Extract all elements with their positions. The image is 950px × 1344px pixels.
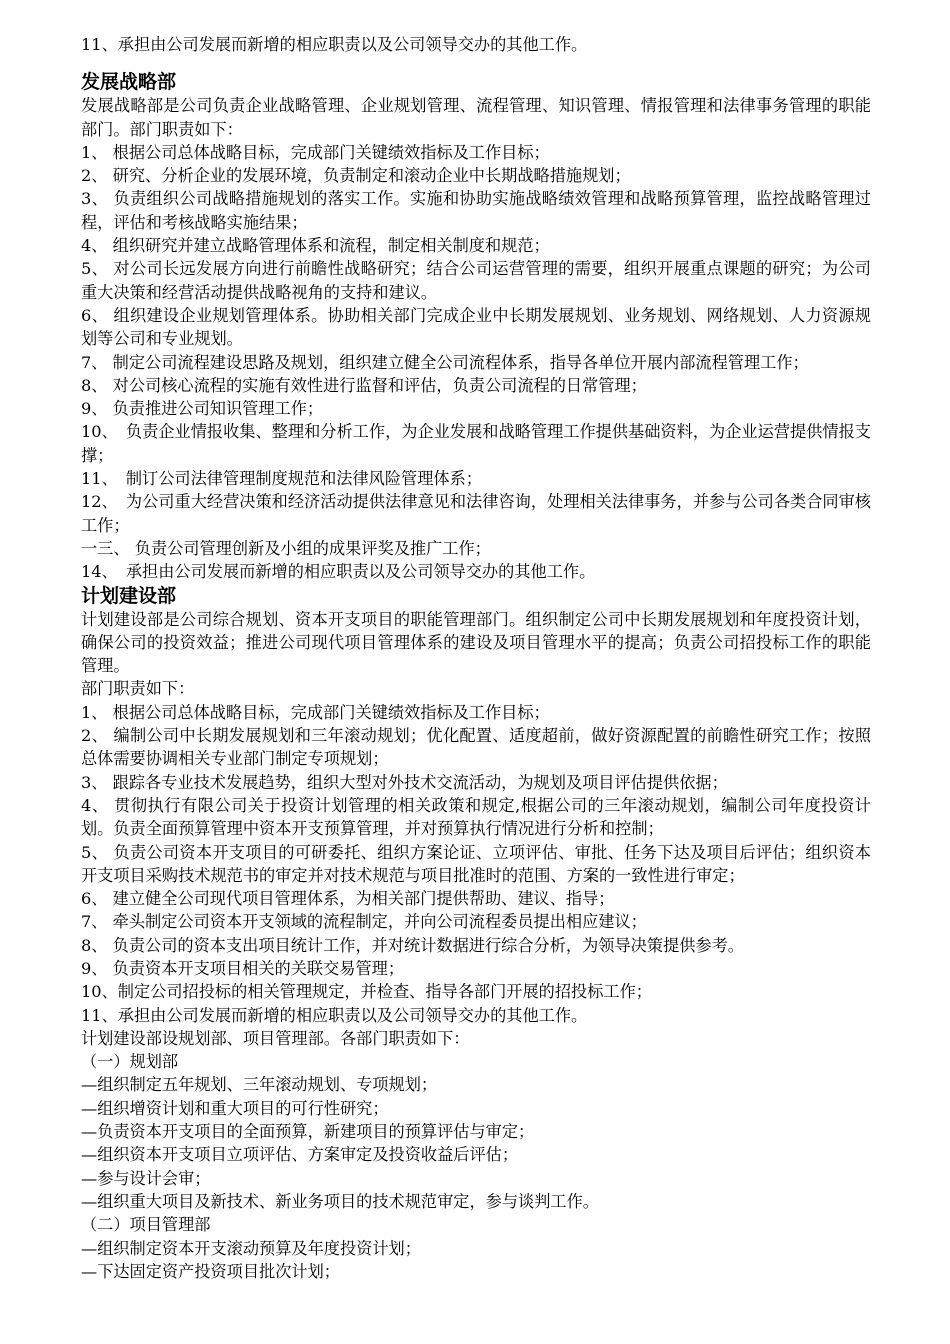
section1-item: 9、 负责推进公司知识管理工作； xyxy=(81,399,324,419)
sub1-list xyxy=(81,1073,871,1213)
sub2-title: （二）项目管理部 xyxy=(81,1215,211,1235)
section1-item: 2、 研究、分析企业的发展环境，负责制定和滚动企业中长期战略措施规划； xyxy=(81,166,631,186)
section2-intro: 计划建设部是公司综合规划、资本开支项目的职能管理部门。组织制定公司中长期发展规划和年度投资计划，确保公司的投资效益；推进公司现代项目管理体系的建设及项目管理水平的提高；负责公司招投标工作的职能管理。 xyxy=(81,609,871,676)
section1-item: 4、 组织研究并建立战略管理体系和流程，制定相关制度和规范； xyxy=(81,236,550,256)
sub1-item: —负责资本开支项目的全面预算，新建项目的预算评估与审定； xyxy=(81,1122,535,1142)
section2-item: 8、 负责公司的资本支出项目统计工作，并对统计数据进行综合分析，为领导决策提供参考。 xyxy=(81,935,744,955)
spacer xyxy=(81,56,871,70)
section2-list xyxy=(81,701,871,1027)
section2-item: 4、 贯彻执行有限公司关于投资计划管理的相关政策和规定,根据公司的三年滚动规划，编制公司年度投资计划。负责全面预算管理中资本开支预算管理，并对预算执行情况进行分析和控制； xyxy=(81,795,871,839)
section1-list xyxy=(81,141,871,584)
section1-item: 12、 为公司重大经营决策和经济活动提供法律意见和法律咨询，处理相关法律事务，并参与公司各类合同审核工作； xyxy=(81,492,871,535)
section2-item: 6、 建立健全公司现代项目管理体系，为相关部门提供帮助、建议、指导； xyxy=(81,889,615,909)
section2-item: 7、 牵头制定公司资本开支领域的流程制定，并向公司流程委员提出相应建议； xyxy=(81,912,647,932)
section2-item: 9、 负责资本开支项目相关的关联交易管理； xyxy=(81,958,405,978)
section1-item: 1、 根据公司总体战略目标，完成部门关键绩效指标及工作目标； xyxy=(81,142,550,162)
top-line: 11、承担由公司发展而新增的相应职责以及公司领导交办的其他工作。 xyxy=(81,35,588,54)
sub1-title: （一）规划部 xyxy=(81,1052,179,1072)
sub1-item: —参与设计会审； xyxy=(81,1168,211,1188)
section2-heading: 计划建设部 xyxy=(81,584,177,607)
document-page xyxy=(81,33,871,1283)
section2-item: 2、 编制公司中长期发展规划和三年滚动规划；优化配置、适度超前，做好资源配置的前瞻性研究工作；按照总体需要协调相关专业部门制定专项规划； xyxy=(81,726,871,769)
section2-item: 3、 跟踪各专业技术发展趋势，组织大型对外技术交流活动，为规划及项目评估提供依据； xyxy=(81,772,728,792)
sub1-item: —组织制定五年规划、三年滚动规划、专项规划； xyxy=(81,1075,438,1095)
section2-item: 11、承担由公司发展而新增的相应职责以及公司领导交办的其他工作。 xyxy=(81,1005,588,1025)
section1-item: 7、 制定公司流程建设思路及规划，组织建立健全公司流程体系，指导各单位开展内部流程管理工作； xyxy=(81,352,809,372)
section2-item: 10、制定公司招投标的相关管理规定，并检查、指导各部门开展的招投标工作； xyxy=(81,982,652,1002)
section1-heading: 发展战略部 xyxy=(81,71,177,94)
sub2-list xyxy=(81,1237,871,1284)
section1-item: 6、 组织建设企业规划管理体系。协助相关部门完成企业中长期发展规划、业务规划、网络规划、人力资源规划等公司和专业规划。 xyxy=(81,305,871,349)
section2-item: 1、 根据公司总体战略目标，完成部门关键绩效指标及工作目标； xyxy=(81,702,550,722)
sub2-item: —下达固定资产投资项目批次计划； xyxy=(81,1261,340,1281)
section1-item: 10、 负责企业情报收集、整理和分析工作，为企业发展和战略管理工作提供基础资料，为企业运营提供情报支撑； xyxy=(81,422,871,465)
sub1-item: —组织资本开支项目立项评估、方案审定及投资收益后评估； xyxy=(81,1145,519,1165)
section2-sub-intro: 计划建设部设规划部、项目管理部。各部门职责如下： xyxy=(81,1028,470,1048)
sub1-item: —组织重大项目及新技术、新业务项目的技术规范审定，参与谈判工作。 xyxy=(81,1191,599,1211)
sub1-item: —组织增资计划和重大项目的可行性研究； xyxy=(81,1098,389,1118)
section1-item: 8、 对公司核心流程的实施有效性进行监督和评估，负责公司流程的日常管理； xyxy=(81,375,647,395)
section2-duties-label: 部门职责如下： xyxy=(81,679,195,699)
section2-item: 5、 负责公司资本开支项目的可研委托、组织方案论证、立项评估、审批、任务下达及项目后评估；组织资本开支项目采购技术规范书的审定并对技术规范与项目批准时的范围、方案的一致性进行审定； xyxy=(81,842,871,885)
section1-item: 14、 承担由公司发展而新增的相应职责以及公司领导交办的其他工作。 xyxy=(81,562,596,582)
sub2-item: —组织制定资本开支滚动预算及年度投资计划； xyxy=(81,1238,421,1258)
section1-intro: 发展战略部是公司负责企业战略管理、企业规划管理、流程管理、知识管理、情报管理和法律事务管理的职能部门。部门职责如下： xyxy=(81,96,871,139)
section1-item: 5、 对公司长远发展方向进行前瞻性战略研究；结合公司运营管理的需要，组织开展重点课题的研究；为公司重大决策和经营活动提供战略视角的支持和建议。 xyxy=(81,259,871,302)
section1-item: 一三、 负责公司管理创新及小组的成果评奖及推广工作； xyxy=(81,538,491,558)
section1-item: 3、 负责组织公司战略措施规划的落实工作。实施和协助实施战略绩效管理和战略预算管理，监控战略管理过程，评估和考核战略实施结果； xyxy=(81,189,871,232)
section1-item: 11、 制订公司法律管理制度规范和法律风险管理体系； xyxy=(81,469,482,489)
